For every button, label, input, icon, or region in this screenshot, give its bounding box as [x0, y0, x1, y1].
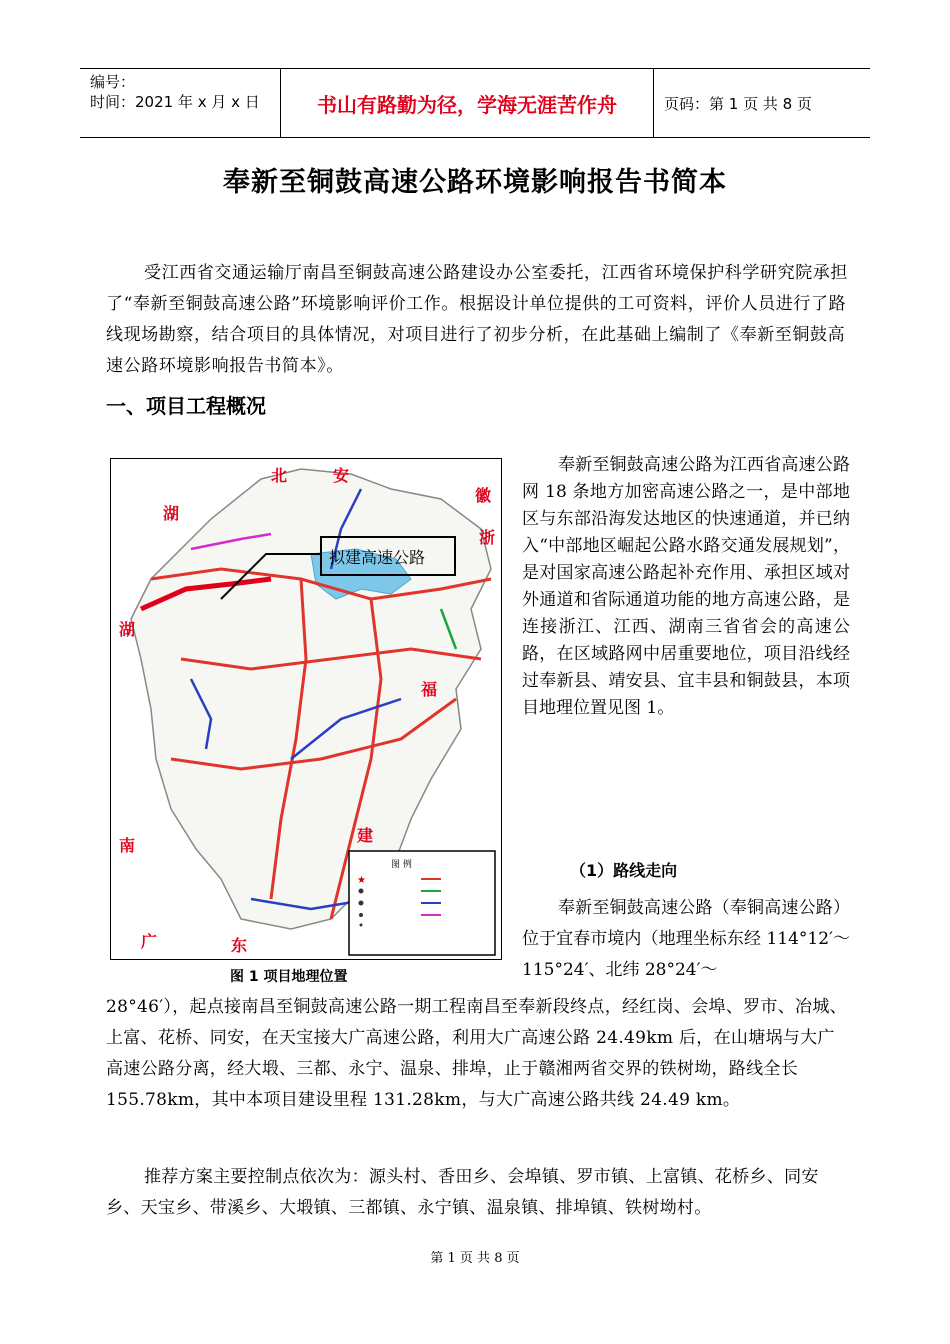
location-map [110, 458, 502, 960]
province-label: 南 [119, 836, 136, 855]
number-label: 编号： [90, 73, 136, 91]
legend-title: 图 例 [391, 860, 412, 870]
province-label: 北 [271, 466, 288, 485]
header-motto: 书山有路勤为径，学海无涯苦作舟 [280, 69, 654, 137]
province-label: 湖 [119, 620, 136, 639]
intro-paragraph: 受江西省交通运输厅南昌至铜鼓高速公路建设办公室委托，江西省环境保护科学研究院承担了“奉新至铜鼓高速公路”环境影响评价工作。根据设计单位提供的工可资料，评价人员进行了路线现场勘察，结合项目的具体情况，对项目进行了初步分析，在此基础上编制了《奉新至铜鼓高速公路环境影响报告书简本》。 [106, 263, 848, 376]
section-heading: 一、项目工程概况 [106, 394, 266, 418]
province-label: 安 [333, 466, 350, 485]
map-graphic [111, 459, 501, 959]
header-meta [80, 69, 280, 137]
header-page-info: 页码：第 1 页 共 8 页 [664, 94, 812, 113]
province-label: 湖 [163, 504, 180, 523]
province-label: 东 [231, 936, 248, 955]
province-label: 广 [141, 932, 158, 951]
time-label: 时间：2021 年 x 月 x 日 [90, 93, 260, 111]
callout-label: 拟建高速公路 [329, 548, 426, 567]
province-label: 福 [421, 680, 438, 699]
header-table [80, 68, 870, 138]
province-label: 浙 [479, 528, 496, 547]
route-text-start: 奉新至铜鼓高速公路（奉铜高速公路）位于宜春市境内（地理坐标东经 114°12′～115°24′、北纬 28°24′～ [522, 898, 850, 980]
route-text-continued: 28°46′），起点接南昌至铜鼓高速公路一期工程南昌至奉新段终点，经红岗、会埠、罗市、冶城、上富、花桥、同安，在天宝接大广高速公路，利用大广高速公路 24.49km 后，在山塘埚与大广高速公路分离，经大塅、三都、永宁、温泉、排埠，止于赣湘两省交界的铁树坳，路线全长 155.78km，其中本项目建设里程 131.28km，与大广高速公路共线 24.49 km。 [106, 997, 847, 1110]
province-label: 徽 [475, 486, 492, 505]
control-points-paragraph: 推荐方案主要控制点依次为：源头村、香田乡、会埠镇、罗市镇、上富镇、花桥乡、同安乡、天宝乡、带溪乡、大塅镇、三都镇、永宁镇、温泉镇、排埠镇、铁树坳村。 [106, 1167, 819, 1218]
route-heading: （1）路线走向 [570, 861, 678, 880]
figure-caption: 图 1 项目地理位置 [230, 969, 348, 985]
document-title: 奉新至铜鼓高速公路环境影响报告书简本 [223, 167, 727, 198]
province-label: 建 [357, 826, 374, 845]
page-footer: 第 1 页 共 8 页 [430, 1251, 520, 1266]
overview-paragraph: 奉新至铜鼓高速公路为江西省高速公路网 18 条地方加密高速公路之一，是中部地区与东部沿海发达地区的快速通道，并已纳入“中部地区崛起公路水路交通发展规划”，是对国家高速公路起补充作用、承担区域对外通道和省际通道功能的地方高速公路，是连接浙江、江西、湖南三省省会的高速公路，在区域路网中居重要地位，项目沿线经过奉新县、靖安县、宜丰县和铜鼓县，本项目地理位置见图 1。 [522, 455, 850, 718]
star-icon: ★ [357, 875, 366, 886]
